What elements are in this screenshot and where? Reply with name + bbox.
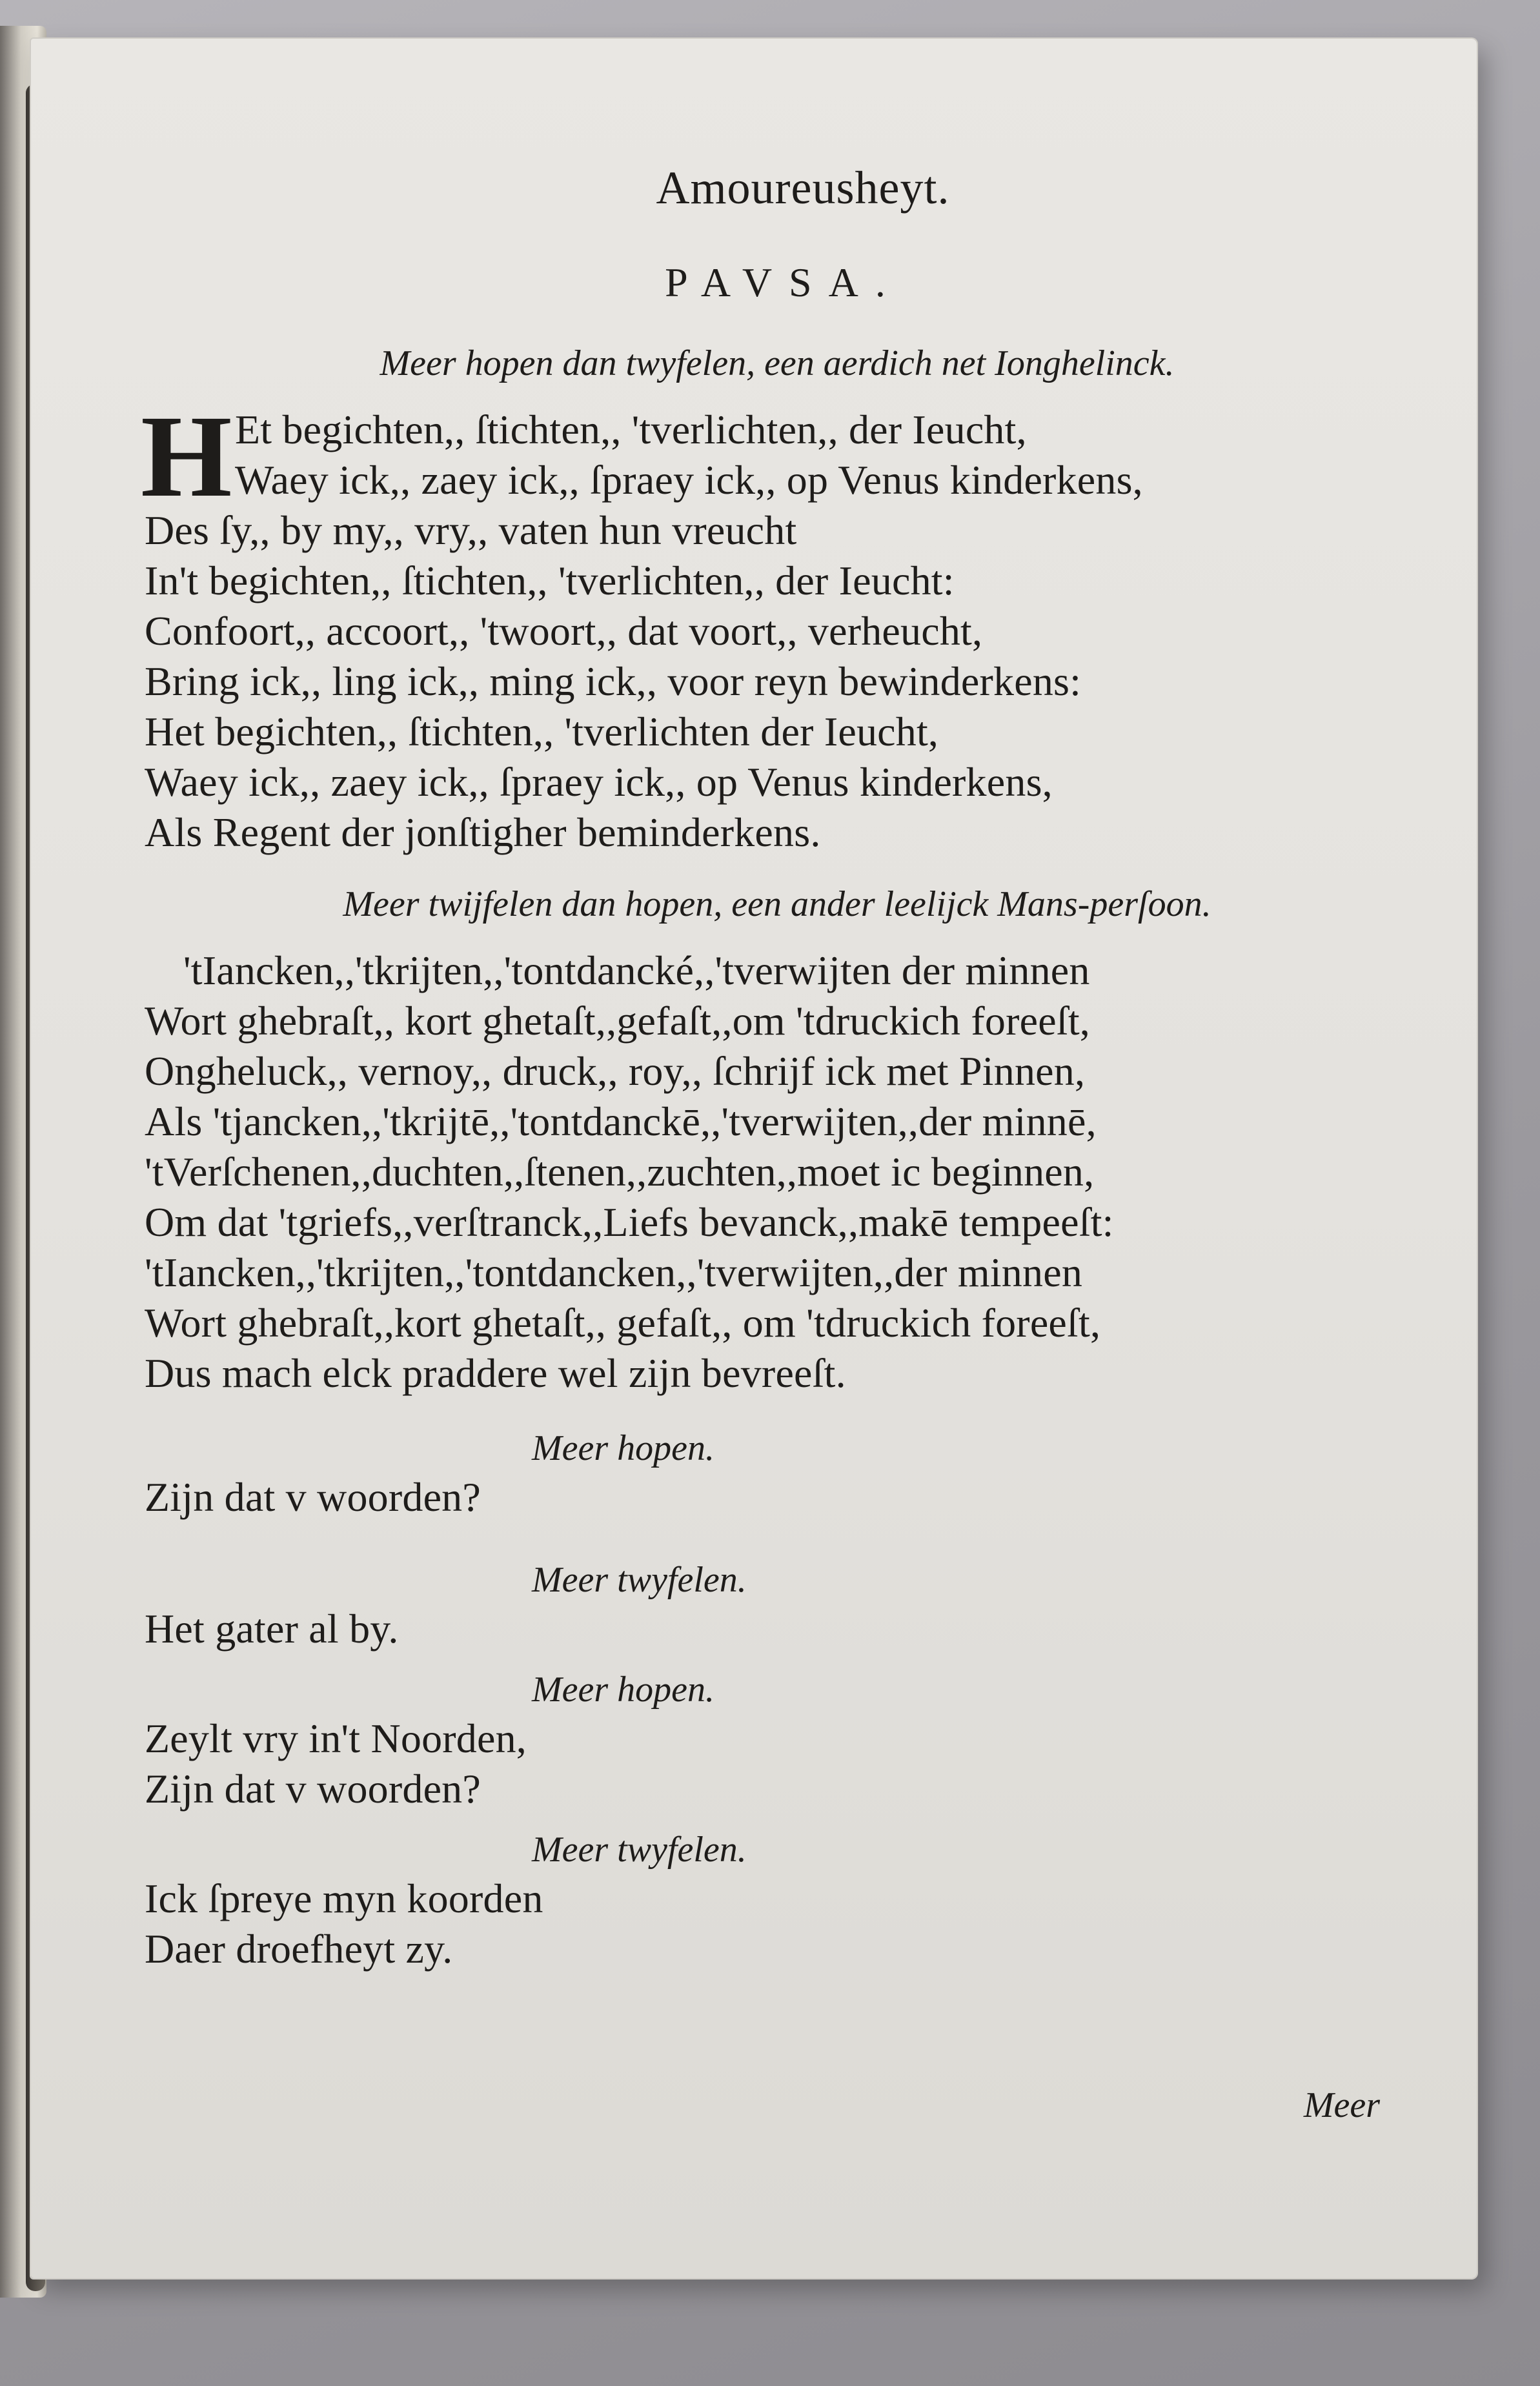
verse-line: Dus mach elck praddere wel zijn bevreeſt. xyxy=(145,1350,846,1396)
verse-line: 'tIancken,,'tkrijten,,'tontdancken,,'tverwijten,,der minnen xyxy=(145,1249,1083,1295)
dialogue-line: Zijn dat v woorden? xyxy=(145,1766,481,1812)
verse-line: Ongheluck,, vernoy,, druck,, roy,, ſchrijf ick met Pinnen, xyxy=(145,1048,1086,1094)
verse-line: Des ſy,, by my,, vry,, vaten hun vreucht xyxy=(145,507,797,553)
verse-line: Om dat 'tgriefs,,verſtranck,,Liefs bevanck,,makē tempeeſt: xyxy=(145,1199,1114,1245)
verse-line: Als 'tjancken,,'tkrijtē,,'tontdanckē,,'tverwijten,,der minnē, xyxy=(145,1098,1097,1144)
verse-line: Waey ick,, zaey ick,, ſpraey ick,, op Venus kinderkens, xyxy=(235,457,1143,503)
catchword: Meer xyxy=(1303,2085,1380,2125)
section-title: PAVSA. xyxy=(665,259,902,305)
speaker-label: Meer hopen. xyxy=(532,1428,715,1468)
dialogue-line: Zeylt vry in't Noorden, xyxy=(145,1715,527,1761)
speaker-label: Meer twyfelen. xyxy=(532,1560,747,1600)
dialogue-line: Daer droefheyt zy. xyxy=(145,1926,453,1972)
speaker-label: Meer hopen. xyxy=(532,1670,715,1710)
speaker-heading-2: Meer twijfelen dan hopen, een ander leelijck Mans-perſoon. xyxy=(343,884,1211,924)
verse-line: Als Regent der jonſtigher beminderkens. xyxy=(145,809,821,855)
verse-line: Wort ghebraſt,,kort ghetaſt,, gefaſt,, om 'tdruckich foreeſt, xyxy=(145,1300,1101,1346)
stanza-1 xyxy=(141,392,1410,858)
speaker-label: Meer twyfelen. xyxy=(532,1830,747,1870)
verse-line: 'tIancken,,'tkrijten,,'tontdancké,,'tverwijten der minnen xyxy=(183,947,1090,993)
verse-line: Et begichten,, ſtichten,, 'tverlichten,, der Ieucht, xyxy=(235,407,1027,452)
text-block xyxy=(141,161,1410,1974)
verse-line: Confoort,, accoort,, 'twoort,, dat voort,, verheucht, xyxy=(145,608,983,654)
book-page xyxy=(31,39,1477,2278)
drop-cap: H xyxy=(141,392,232,521)
verse-line: In't begichten,, ſtichten,, 'tverlichten,, der Ieucht: xyxy=(145,558,955,603)
verse-line: Bring ick,, ling ick,, ming ick,, voor reyn bewinderkens: xyxy=(145,658,1082,704)
verse-line: Waey ick,, zaey ick,, ſpraey ick,, op Venus kinderkens, xyxy=(145,759,1053,805)
stanza-2 xyxy=(145,945,1410,1399)
verse-line: Het begichten,, ſtichten,, 'tverlichten der Ieucht, xyxy=(145,709,939,754)
running-head: Amoureusheyt. xyxy=(656,162,950,214)
dialogue-line: Zijn dat v woorden? xyxy=(145,1474,481,1520)
verse-line: Wort ghebraſt,, kort ghetaſt,,gefaſt,,om 'tdruckich foreeſt, xyxy=(145,998,1090,1044)
dialogue-line: Ick ſpreye myn koorden xyxy=(145,1875,543,1921)
speaker-heading-1: Meer hopen dan twyfelen, een aerdich net Ionghelinck. xyxy=(380,343,1175,383)
verse-line: 'tVerſchenen,,duchten,,ſtenen,,zuchten,,moet ic beginnen, xyxy=(145,1149,1095,1195)
dialogue-line: Het gater al by. xyxy=(145,1606,399,1652)
